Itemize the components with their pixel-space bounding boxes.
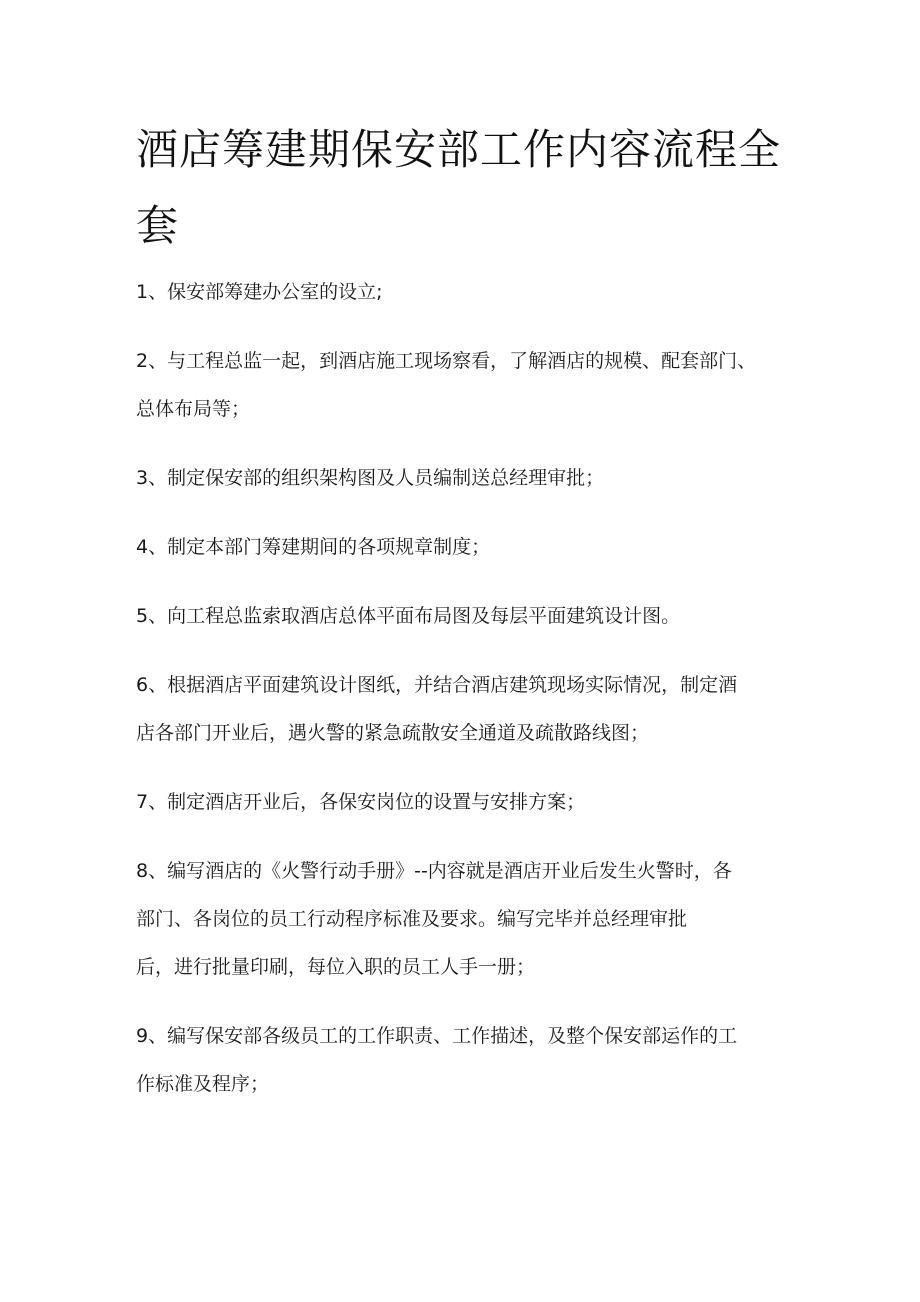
item-4-line-1: 4、制定本部门筹建期间的各项规章制度； [136,536,491,558]
list-item [136,268,796,316]
list-item [136,1012,796,1108]
item-5-line-1: 5、向工程总监索取酒店总体平面布局图及每层平面建筑设计图。 [136,605,681,627]
list-item [136,454,796,502]
document-title: 酒店筹建期保安部工作内容流程全套 [136,125,782,250]
item-1-line-1: 1、保安部筹建办公室的设立; [136,281,383,303]
item-7-line-1: 7、制定酒店开业后，各保安岗位的设置与安排方案； [136,791,586,813]
item-2-line-1: 2、与工程总监一起，到酒店施工现场察看，了解酒店的规模、配套部门、 [136,350,757,372]
item-3-line-1: 3、制定保安部的组织架构图及人员编制送总经理审批； [136,467,605,489]
list-item [136,778,796,826]
item-6-line-1: 6、根据酒店平面建筑设计图纸，并结合酒店建筑现场实际情况，制定酒 [136,674,738,696]
item-2-line-2: 总体布局等； [136,398,251,420]
procedure-list [136,268,796,1129]
list-item [136,661,796,757]
item-8-line-2: 部门、各岗位的员工行动程序标准及要求。编写完毕并总经理审批 [136,908,688,930]
list-item [136,592,796,640]
list-item [136,847,796,991]
item-9-line-1: 9、编写保安部各级员工的工作职责、工作描述，及整个保安部运作的工 [136,1025,738,1047]
list-item [136,337,796,433]
item-8-line-1: 8、编写酒店的《火警行动手册》--内容就是酒店开业后发生火警时，各 [136,860,732,882]
item-8-line-3: 后，进行批量印刷，每位入职的员工人手一册； [136,956,536,978]
item-6-line-2: 店各部门开业后，遇火警的紧急疏散安全通道及疏散路线图； [136,722,650,744]
item-9-line-2: 作标准及程序； [136,1073,270,1095]
list-item [136,523,796,571]
